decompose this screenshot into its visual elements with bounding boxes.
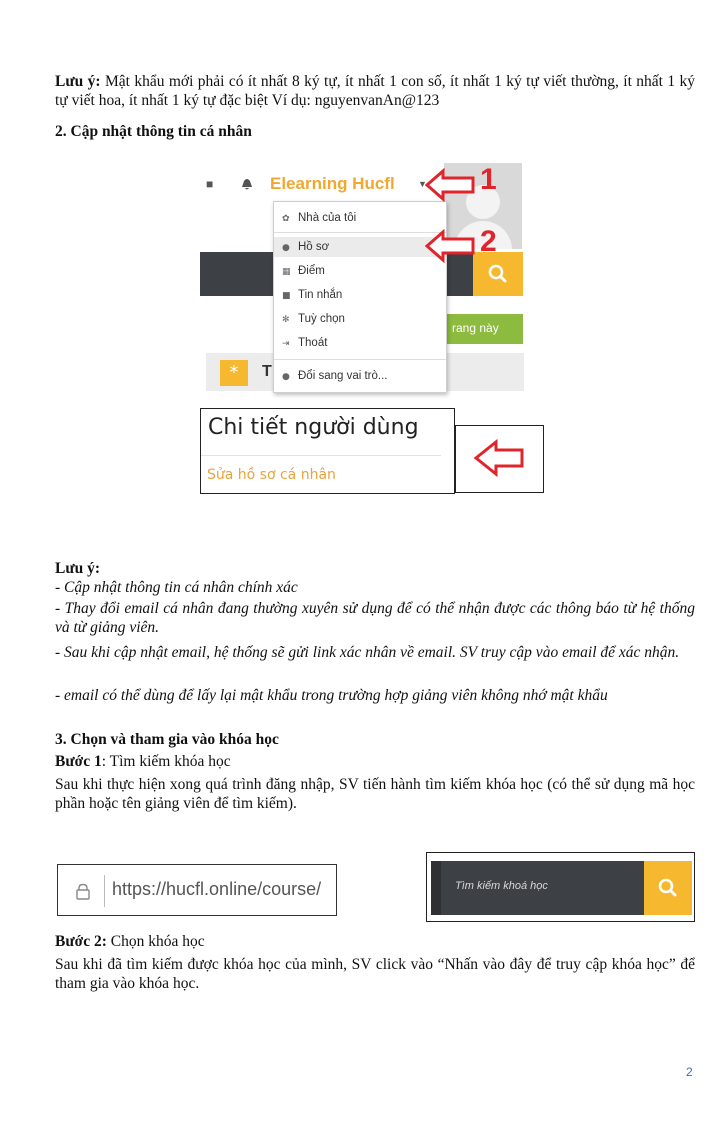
step-2-text: Sau khi đã tìm kiếm được khóa học của mình, SV click vào “Nhấn vào đây để truy cập khóa học” để tham gia vào khóa học. [55,956,695,992]
grades-icon: ▦ [282,267,291,277]
menu-item-logout[interactable]: ⇥ Thoát [274,333,446,353]
step-1-heading: Bước 1: Tìm kiếm khóa học [55,753,231,770]
section-2-heading: 2. Cập nhật thông tin cá nhân [55,123,252,140]
chevron-down-icon[interactable]: ▼ [418,179,427,189]
step-2-heading: Bước 2: Chọn khóa học [55,933,205,950]
bell-icon [240,177,254,190]
menu-item-dashboard[interactable]: ✿ Nhà của tôi [274,208,446,228]
page-number: 2 [686,1065,693,1079]
password-note [55,72,695,110]
note-item: - email có thể dùng để lấy lại mật khẩu trong trường hợp giảng viên không nhớ mật khẩu [55,687,608,704]
partial-title: T [262,363,272,380]
note-label: Lưu ý: [55,73,101,90]
green-button[interactable]: rang này [430,314,523,344]
menu-item-preferences[interactable]: ✻ Tuỳ chọn [274,309,446,329]
edit-profile-link[interactable]: Sửa hồ sơ cá nhân [207,467,336,483]
menu-item-profile[interactable]: ● Hồ sơ [274,237,446,257]
search-icon [644,861,692,915]
section-3-heading: 3. Chọn và tham gia vào khóa học [55,731,279,748]
search-button[interactable] [644,861,692,915]
menu-item-switch-role[interactable]: ● Đổi sang vai trò... [274,366,446,386]
star-icon: * [220,360,248,386]
search-input[interactable] [431,861,644,915]
dashboard-icon: ✿ [282,214,290,224]
brand-name[interactable]: Elearning Hucfl [270,174,395,193]
left-arrow-icon [456,426,542,490]
user-icon: ● [282,372,290,382]
menu-item-messages[interactable]: ■ Tin nhắn [274,285,446,305]
user-icon: ● [282,243,290,253]
step-1-text: Sau khi thực hiện xong quá trình đăng nhập, SV tiến hành tìm kiếm khóa học (có thể sử dụng mã học phần hoặc tên giảng viên để tìm kiếm). [55,776,695,812]
search-placeholder: Tìm kiếm khoá học [455,880,548,892]
url-text[interactable]: https://hucfl.online/course/ [112,879,322,899]
callout-number-2: 2 [480,225,497,258]
arrow-box [455,425,544,493]
note-item: - Sau khi cập nhật email, hệ thống sẽ gửi link xác nhân về email. SV truy cập vào email để xác nhận. [55,644,680,661]
callout-arrow-1 [425,168,477,202]
callout-number-1: 1 [480,163,497,196]
note-item: - Cập nhật thông tin cá nhân chính xác [55,579,298,596]
callout-arrow-2 [425,229,477,263]
lock-icon [75,883,91,900]
note-2-label: Lưu ý: [55,560,101,577]
chat-icon: ■ [206,177,214,191]
address-bar-screenshot [57,864,337,916]
note-text: Mật khẩu mới phải có ít nhất 8 ký tự, ít nhất 1 con số, ít nhất 1 ký tự viết thường, ít nhất 1 ký tự viết hoa, ít nhất 1 ký tự đặc biệt Ví dụ: nguyenvanAn@123 [55,73,696,109]
message-icon: ■ [282,291,291,301]
gear-icon: ✻ [282,315,290,325]
menu-item-grades[interactable]: ▦ Điểm [274,261,446,281]
user-details-screenshot [200,408,455,494]
note-item: - Thay đổi email cá nhân đang thường xuyên sử dụng để có thể nhận được các thông báo từ hệ thống và từ giảng viên. [55,600,695,636]
user-dropdown-menu [273,201,447,393]
logout-icon: ⇥ [282,339,290,349]
course-search-screenshot [426,852,695,922]
user-details-title: Chi tiết người dùng [208,415,419,440]
